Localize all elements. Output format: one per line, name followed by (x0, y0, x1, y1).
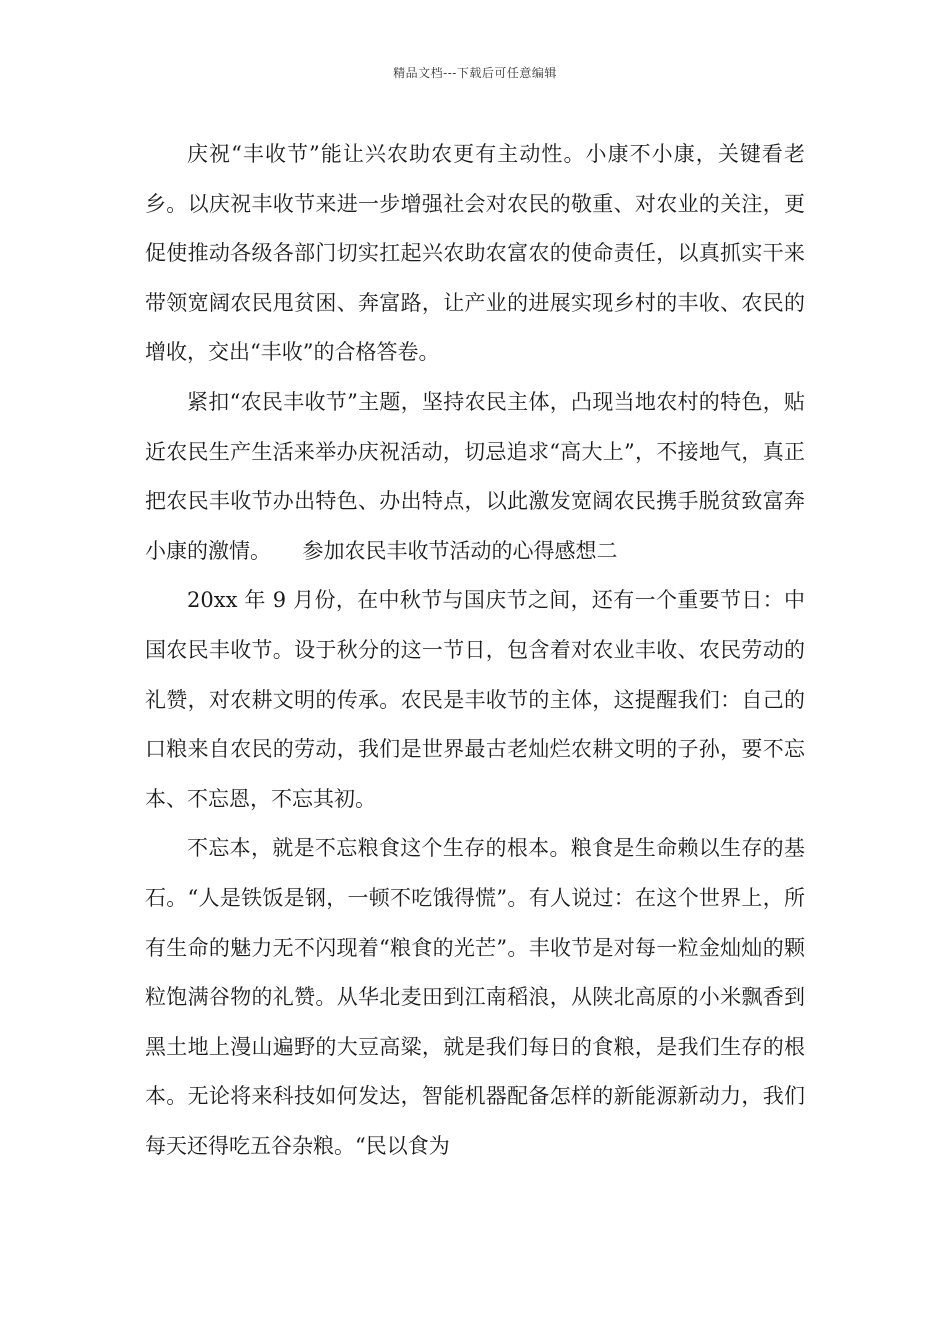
paragraph-3: 20xx 年 9 月份，在中秋节与国庆节之间，还有一个重要节日：中国农民丰收节。设于秋分的这一节日，包含着对农业丰收、农民劳动的礼赞，对农耕文明的传承。农民是丰收节的主体，这提醒我们：自己的口粮来自农民的劳动，我们是世界最古老灿烂农耕文明的子孙，要不忘本、不忘恩，不忘其初。 (145, 588, 805, 811)
page-header: 精品文档---下载后可任意编辑 (393, 66, 557, 80)
document-body (145, 130, 805, 1171)
paragraph-4: 不忘本，就是不忘粮食这个生存的根本。粮食是生命赖以生存的基石。“人是铁饭是钢，一顿不吃饿得慌”。有人说过：在这个世界上，所有生命的魅力无不闪现着“粮食的光芒”。丰收节是对每一粒金灿灿的颗粒饱满谷物的礼赞。从华北麦田到江南稻浪，从陕北高原的小米飘香到黑土地上漫山遍野的大豆高粱，就是我们每日的食粮，是我们生存的根本。无论将来科技如何发达，智能机器配备怎样的新能源新动力，我们每天还得吃五谷杂粮。“民以食为 (145, 836, 805, 1158)
paragraph-2: 紧扣“农民丰收节”主题，坚持农民主体，凸现当地农村的特色，贴近农民生产生活来举办庆祝活动，切忌追求“高大上”，不接地气，真正把农民丰收节办出特色、办出特点，以此激发宽阔农民携手脱贫致富奔小康的激情。 参加农民丰收节活动的心得感想二 (145, 389, 805, 563)
paragraph-1: 庆祝“丰收节”能让兴农助农更有主动性。小康不小康，关键看老乡。以庆祝丰收节来进一步增强社会对农民的敬重、对农业的关注，更促使推动各级各部门切实扛起兴农助农富农的使命责任，以真抓实干来带领宽阔农民甩贫困、奔富路，让产业的进展实现乡村的丰收、农民的增收，交出“丰收”的合格答卷。 (145, 142, 805, 365)
